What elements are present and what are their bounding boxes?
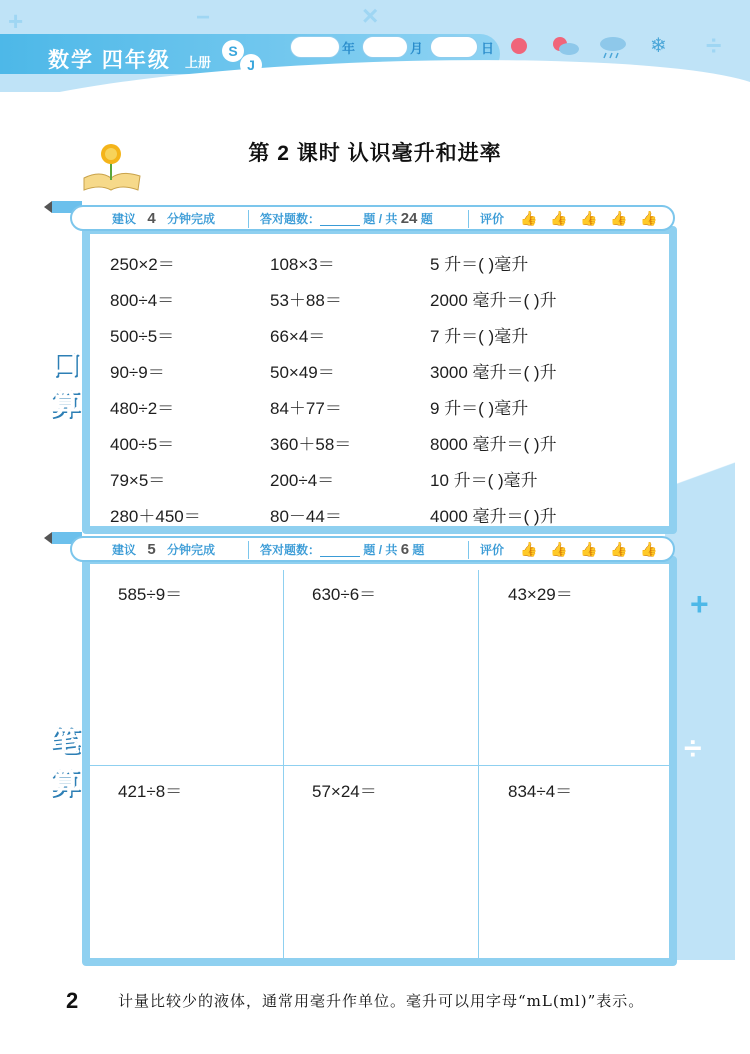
page-number: 2 <box>66 988 79 1013</box>
oral-problem: 9 升＝( )毫升 <box>430 399 529 418</box>
oral-problem: 66×4＝ <box>270 327 326 346</box>
suggest-prefix: 建议 <box>112 543 137 557</box>
thumb-rating-icon[interactable]: 👍 <box>550 541 568 557</box>
lesson-title: 第 2 课时 认识毫升和进率 <box>248 142 502 165</box>
suggest-prefix: 建议 <box>112 212 137 226</box>
total-prefix: 题 / 共 <box>363 543 398 557</box>
snowflake-icon[interactable]: ❄ <box>650 35 667 57</box>
rating-label: 评价 <box>480 543 505 557</box>
oral-problem: 480÷2＝ <box>110 399 175 418</box>
oral-problem: 500÷5＝ <box>110 327 175 346</box>
subject-grade-label: 数学 四年级 <box>48 49 171 72</box>
total-suffix: 题 <box>420 212 433 226</box>
oral-problem: 360＋58＝ <box>270 435 352 454</box>
thumb-rating-icon[interactable]: 👍 <box>610 210 628 226</box>
month-field[interactable] <box>362 36 408 58</box>
oral-side-label-bottom: 算 <box>50 388 80 421</box>
thumb-rating-icon[interactable]: 👍 <box>580 210 598 226</box>
volume-label: 上册 <box>185 55 212 70</box>
total-count: 6 <box>400 541 410 558</box>
written-info-strip <box>70 536 675 562</box>
thumb-rating-icon[interactable]: 👍 <box>520 210 538 226</box>
written-problem: 585÷9＝ <box>118 585 183 604</box>
thumb-rating-icon[interactable]: 👍 <box>640 541 658 557</box>
written-problem: 43×29＝ <box>508 585 573 604</box>
day-field[interactable] <box>430 36 478 58</box>
total-suffix: 题 <box>412 543 425 557</box>
suggest-suffix: 分钟完成 <box>167 543 216 557</box>
times-deco-icon: × <box>362 0 379 31</box>
sun-icon[interactable] <box>508 35 530 62</box>
correct-count-blank[interactable] <box>320 545 360 557</box>
footer-note: 计量比较少的液体，通常用毫升作单位。毫升可以用字母“mL(ml)”表示。 <box>118 992 645 1010</box>
rain-cloud-icon[interactable] <box>598 35 628 66</box>
oral-problem: 108×3＝ <box>270 255 335 274</box>
written-problem: 57×24＝ <box>312 782 377 801</box>
oral-info-strip <box>70 205 675 231</box>
minus-deco-icon: − <box>196 4 211 31</box>
divide-deco-icon: ÷ <box>706 30 722 61</box>
publisher-logo-s: S <box>222 40 244 62</box>
total-prefix: 题 / 共 <box>363 212 398 226</box>
written-side-label-bottom: 算 <box>50 767 80 800</box>
thumb-rating-icon[interactable]: 👍 <box>550 210 568 226</box>
oral-problem: 280＋450＝ <box>110 507 201 526</box>
correct-count-label: 答对题数： <box>260 543 321 557</box>
grid-divider <box>478 570 479 958</box>
year-label: 年 <box>342 41 356 56</box>
written-side-label-top: 笔 <box>50 725 80 758</box>
plus-deco-icon: + <box>8 6 24 36</box>
written-calculation-box <box>82 556 677 966</box>
oral-problem: 84＋77＝ <box>270 399 342 418</box>
oral-problem: 8000 毫升＝( )升 <box>430 435 557 454</box>
grid-divider <box>90 765 669 766</box>
thumb-rating-icon[interactable]: 👍 <box>520 541 538 557</box>
thumb-rating-icon[interactable]: 👍 <box>640 210 658 226</box>
oral-problem: 53＋88＝ <box>270 291 342 310</box>
oral-problem: 4000 毫升＝( )升 <box>430 507 557 526</box>
oral-problem: 90÷9＝ <box>110 363 165 382</box>
oral-problem: 10 升＝( )毫升 <box>430 471 538 490</box>
total-count: 24 <box>400 210 418 227</box>
oral-problem: 5 升＝( )毫升 <box>430 255 529 274</box>
written-problem: 421÷8＝ <box>118 782 183 801</box>
grid-divider <box>283 570 284 958</box>
oral-problem: 2000 毫升＝( )升 <box>430 291 557 310</box>
suggest-suffix: 分钟完成 <box>167 212 216 226</box>
oral-problem: 800÷4＝ <box>110 291 175 310</box>
oral-side-label-top: 口 <box>50 348 80 381</box>
rating-label: 评价 <box>480 212 505 226</box>
month-label: 月 <box>410 41 424 56</box>
day-label: 日 <box>481 41 495 56</box>
written-problem: 834÷4＝ <box>508 782 573 801</box>
oral-problem: 50×49＝ <box>270 363 335 382</box>
oral-problem: 3000 毫升＝( )升 <box>430 363 557 382</box>
oral-problem: 79×5＝ <box>110 471 166 490</box>
oral-problem: 250×2＝ <box>110 255 175 274</box>
year-field[interactable] <box>290 36 340 58</box>
written-problem: 630÷6＝ <box>312 585 377 604</box>
oral-problem: 7 升＝( )毫升 <box>430 327 529 346</box>
divide-deco-icon: ÷ <box>684 730 702 766</box>
correct-count-label: 答对题数： <box>260 212 321 226</box>
correct-count-blank[interactable] <box>320 214 360 226</box>
suggest-minutes: 4 <box>147 210 156 227</box>
thumb-rating-icon[interactable]: 👍 <box>610 541 628 557</box>
oral-problem: 200÷4＝ <box>270 471 335 490</box>
plus-deco-icon: + <box>690 586 709 622</box>
cloudy-sun-icon[interactable] <box>550 35 580 62</box>
publisher-logo-j: J <box>240 54 262 76</box>
oral-problem: 400÷5＝ <box>110 435 175 454</box>
oral-problem: 80－44＝ <box>270 507 342 526</box>
suggest-minutes: 5 <box>147 541 156 558</box>
thumb-rating-icon[interactable]: 👍 <box>580 541 598 557</box>
